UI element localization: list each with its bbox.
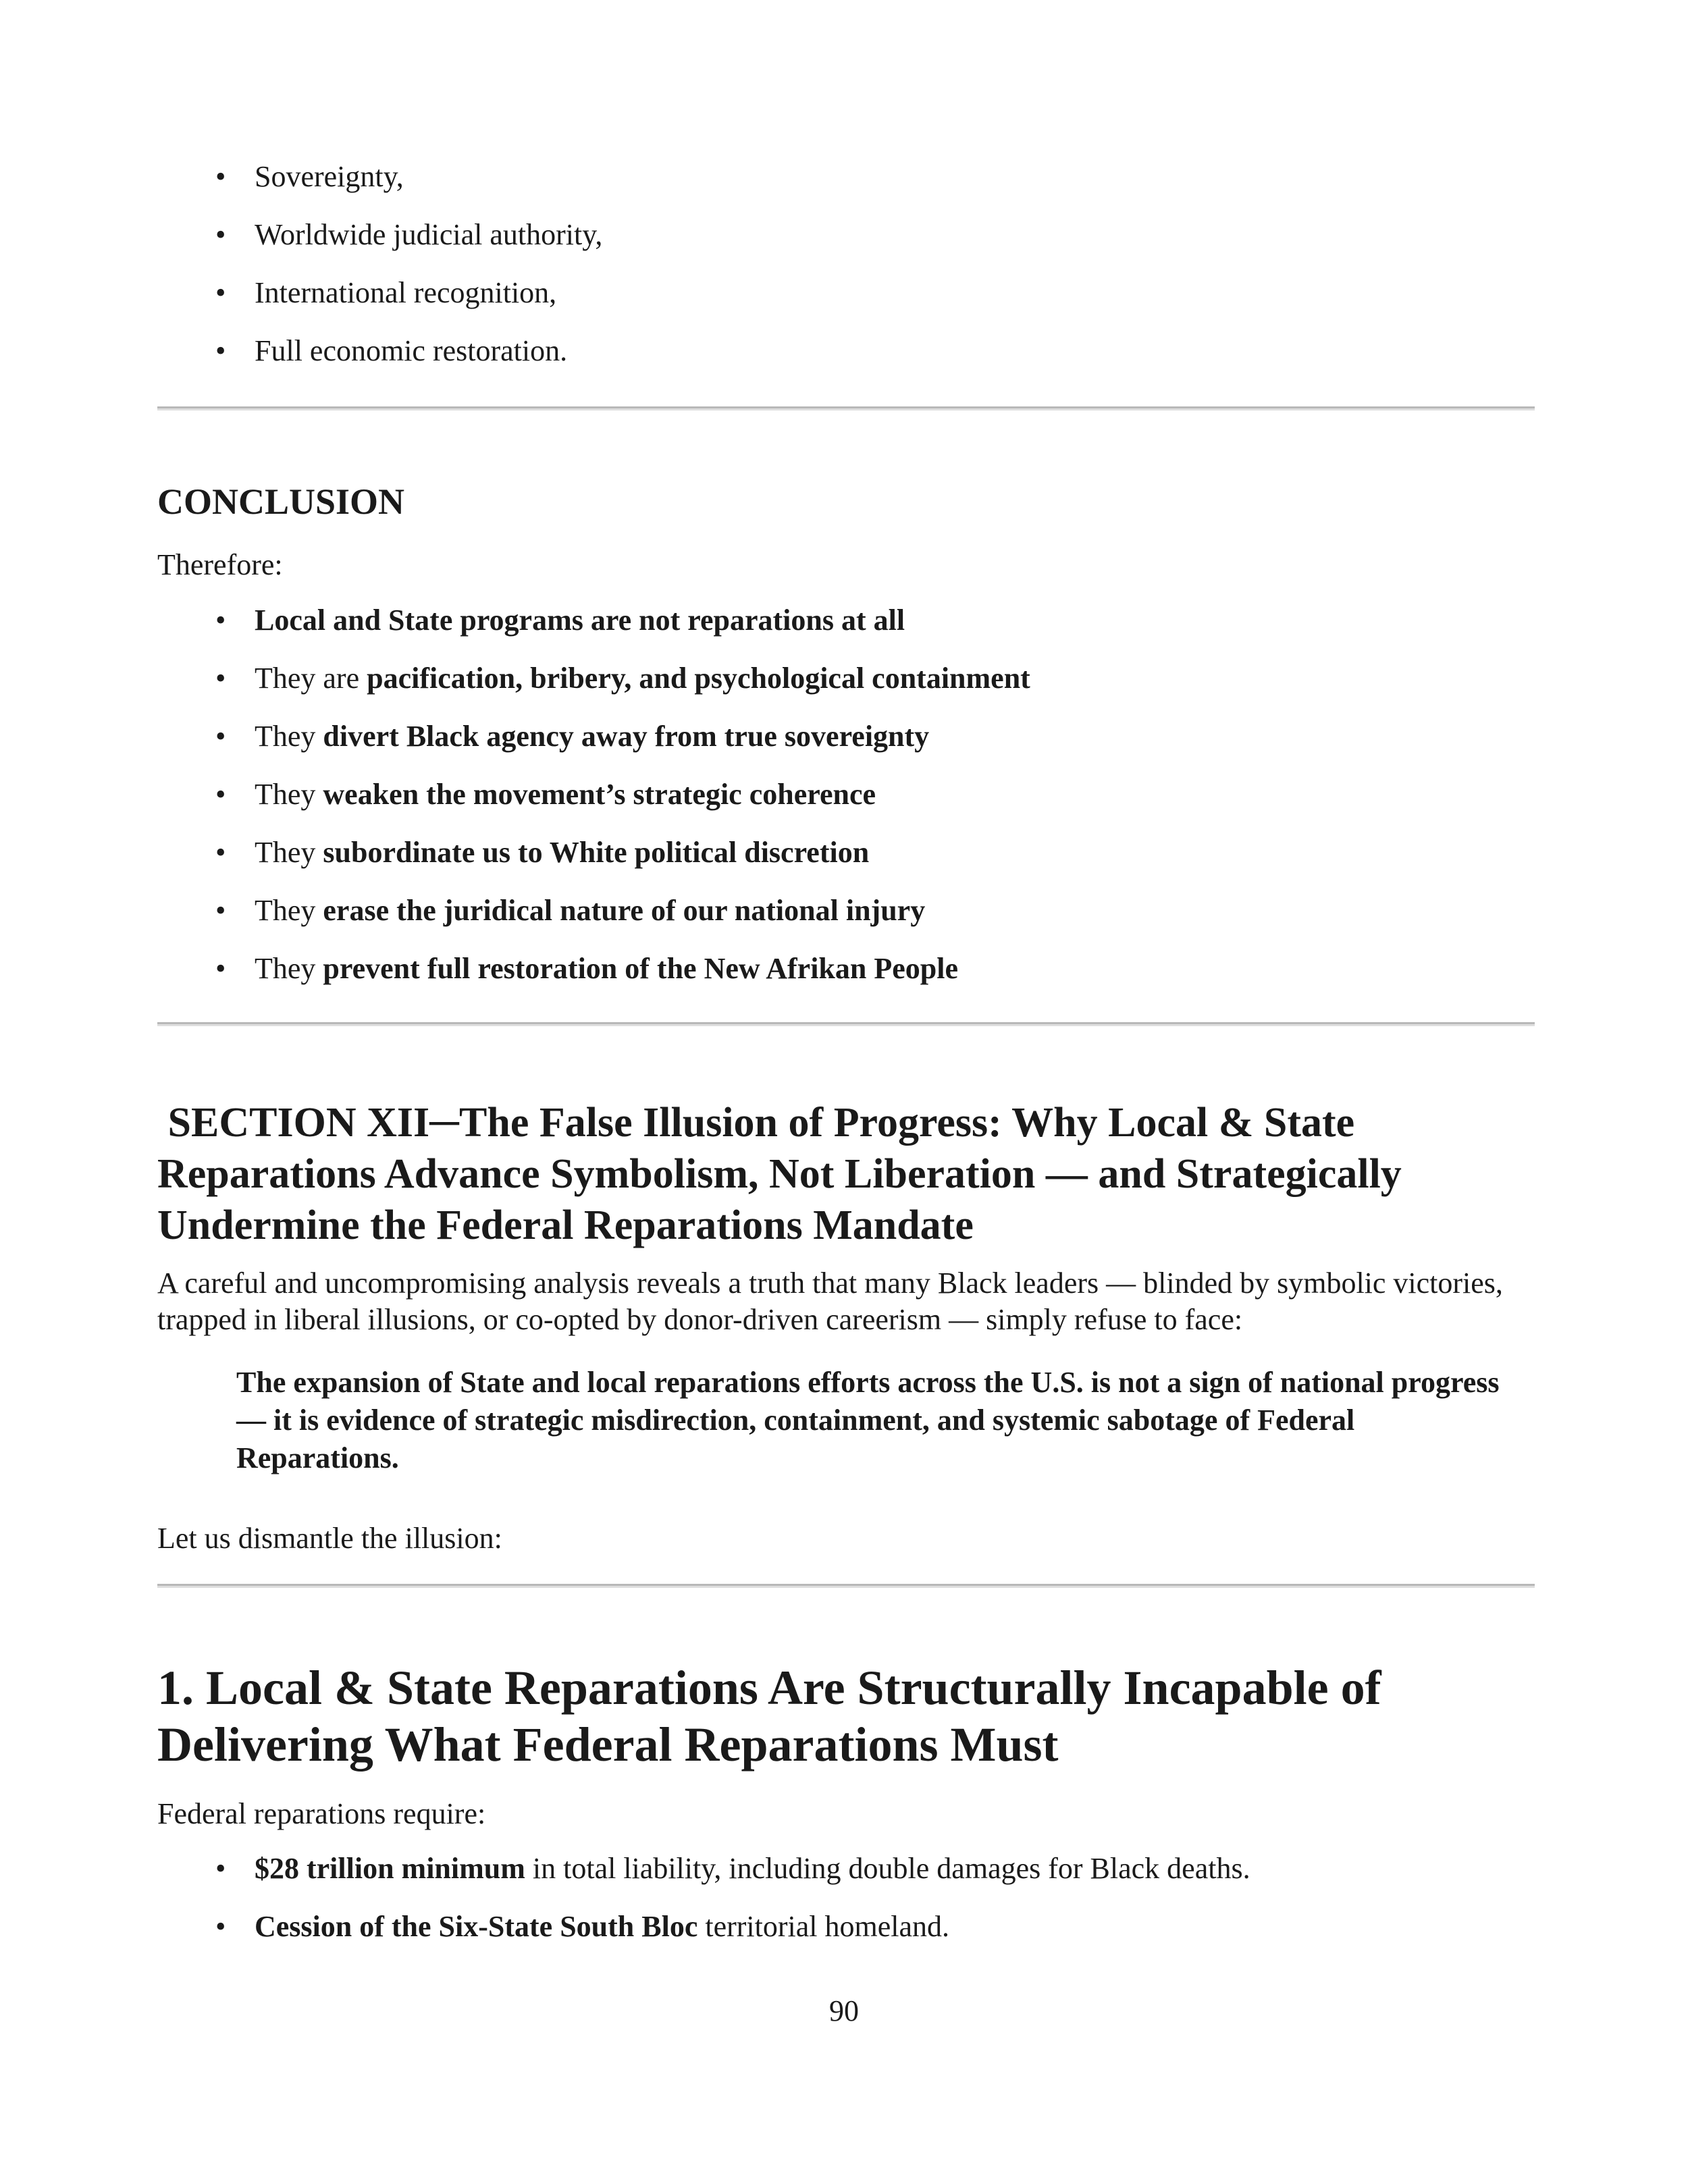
bullet-icon: •: [215, 836, 226, 869]
list-item-bold-text: $28 trillion minimum: [255, 1852, 525, 1885]
list-item: [157, 882, 1535, 940]
list-item: [157, 206, 1535, 264]
list-item-bold-text: prevent full restoration of the New Afrikan People: [323, 952, 958, 985]
list-item-text: Sovereignty,: [255, 160, 404, 193]
list-item: [157, 264, 1535, 322]
block-quote: The expansion of State and local reparations efforts across the U.S. is not a sign of national progress — it is evidence of strategic misdirection, containment, and systemic sabotage of Federal Reparations.: [236, 1366, 1500, 1474]
bullet-icon: •: [215, 952, 226, 985]
list-item-bold-text: weaken the movement’s strategic coherence: [323, 778, 876, 811]
section-paragraph: A careful and uncompromising analysis reveals a truth that many Black leaders — blinded by symbolic victories, trapped in liberal illusions, or co-opted by donor-driven careerism — simply refuse to face:: [157, 1267, 1503, 1336]
subsection-intro: Federal reparations require:: [157, 1797, 486, 1830]
bullet-icon: •: [215, 1852, 226, 1885]
list-item-text: They are: [255, 662, 367, 695]
section-heading: SECTION XII─The False Illusion of Progress: Why Local & State Reparations Advance Symbolism, Not Liberation — and Strategically Undermine the Federal Reparations Mandate: [157, 1100, 1413, 1248]
conclusion-heading: CONCLUSION: [157, 481, 405, 522]
bullet-icon: •: [215, 218, 226, 251]
list-item-bold-text: subordinate us to White political discretion: [323, 836, 870, 869]
list-item: [157, 766, 1535, 824]
horizontal-rule: [157, 406, 1535, 410]
page-number: 90: [829, 1994, 859, 2027]
bullet-icon: •: [215, 778, 226, 811]
list-item-text: They: [255, 778, 323, 811]
list-item: [157, 824, 1535, 882]
conclusion-intro: Therefore:: [157, 548, 283, 581]
horizontal-rule: [157, 1022, 1535, 1026]
list-item-text: They: [255, 836, 323, 869]
bullet-icon: •: [215, 276, 226, 309]
list-item: [157, 322, 1535, 380]
bullet-icon: •: [215, 334, 226, 367]
bullet-icon: •: [215, 720, 226, 753]
list-item-bold-text: Local and State programs are not reparations at all: [255, 604, 905, 637]
bullet-icon: •: [215, 894, 226, 927]
list-item-text: in total liability, including double damages for Black deaths.: [525, 1852, 1250, 1885]
list-item-text: territorial homeland.: [697, 1910, 950, 1943]
list-item-text: International recognition,: [255, 276, 557, 309]
list-item: [157, 148, 1535, 206]
list-item-bold-text: Cession of the Six-State South Bloc: [255, 1910, 698, 1943]
list-item: [157, 591, 1535, 649]
list-item: [157, 1840, 1535, 1898]
bullet-icon: •: [215, 1910, 226, 1943]
subsection-heading: 1. Local & State Reparations Are Structurally Incapable of Delivering What Federal Reparations Must: [157, 1661, 1381, 1772]
bullet-icon: •: [215, 160, 226, 193]
list-item-text: They: [255, 894, 323, 927]
list-item-text: Worldwide judicial authority,: [255, 218, 603, 251]
list-item-bold-text: erase the juridical nature of our national injury: [323, 894, 926, 927]
list-item: [157, 940, 1535, 998]
closing-line: Let us dismantle the illusion:: [157, 1522, 502, 1555]
list-item: [157, 708, 1535, 766]
list-item-text: Full economic restoration.: [255, 334, 568, 367]
horizontal-rule: [157, 1584, 1535, 1588]
list-item-bold-text: pacification, bribery, and psychological containment: [367, 662, 1030, 695]
bullet-icon: •: [215, 604, 226, 637]
list-item-text: They: [255, 720, 323, 753]
bullet-icon: •: [215, 662, 226, 695]
list-item: [157, 1898, 1535, 1956]
list-item: [157, 649, 1535, 708]
list-item-bold-text: divert Black agency away from true sovereignty: [323, 720, 930, 753]
list-item-text: They: [255, 952, 323, 985]
